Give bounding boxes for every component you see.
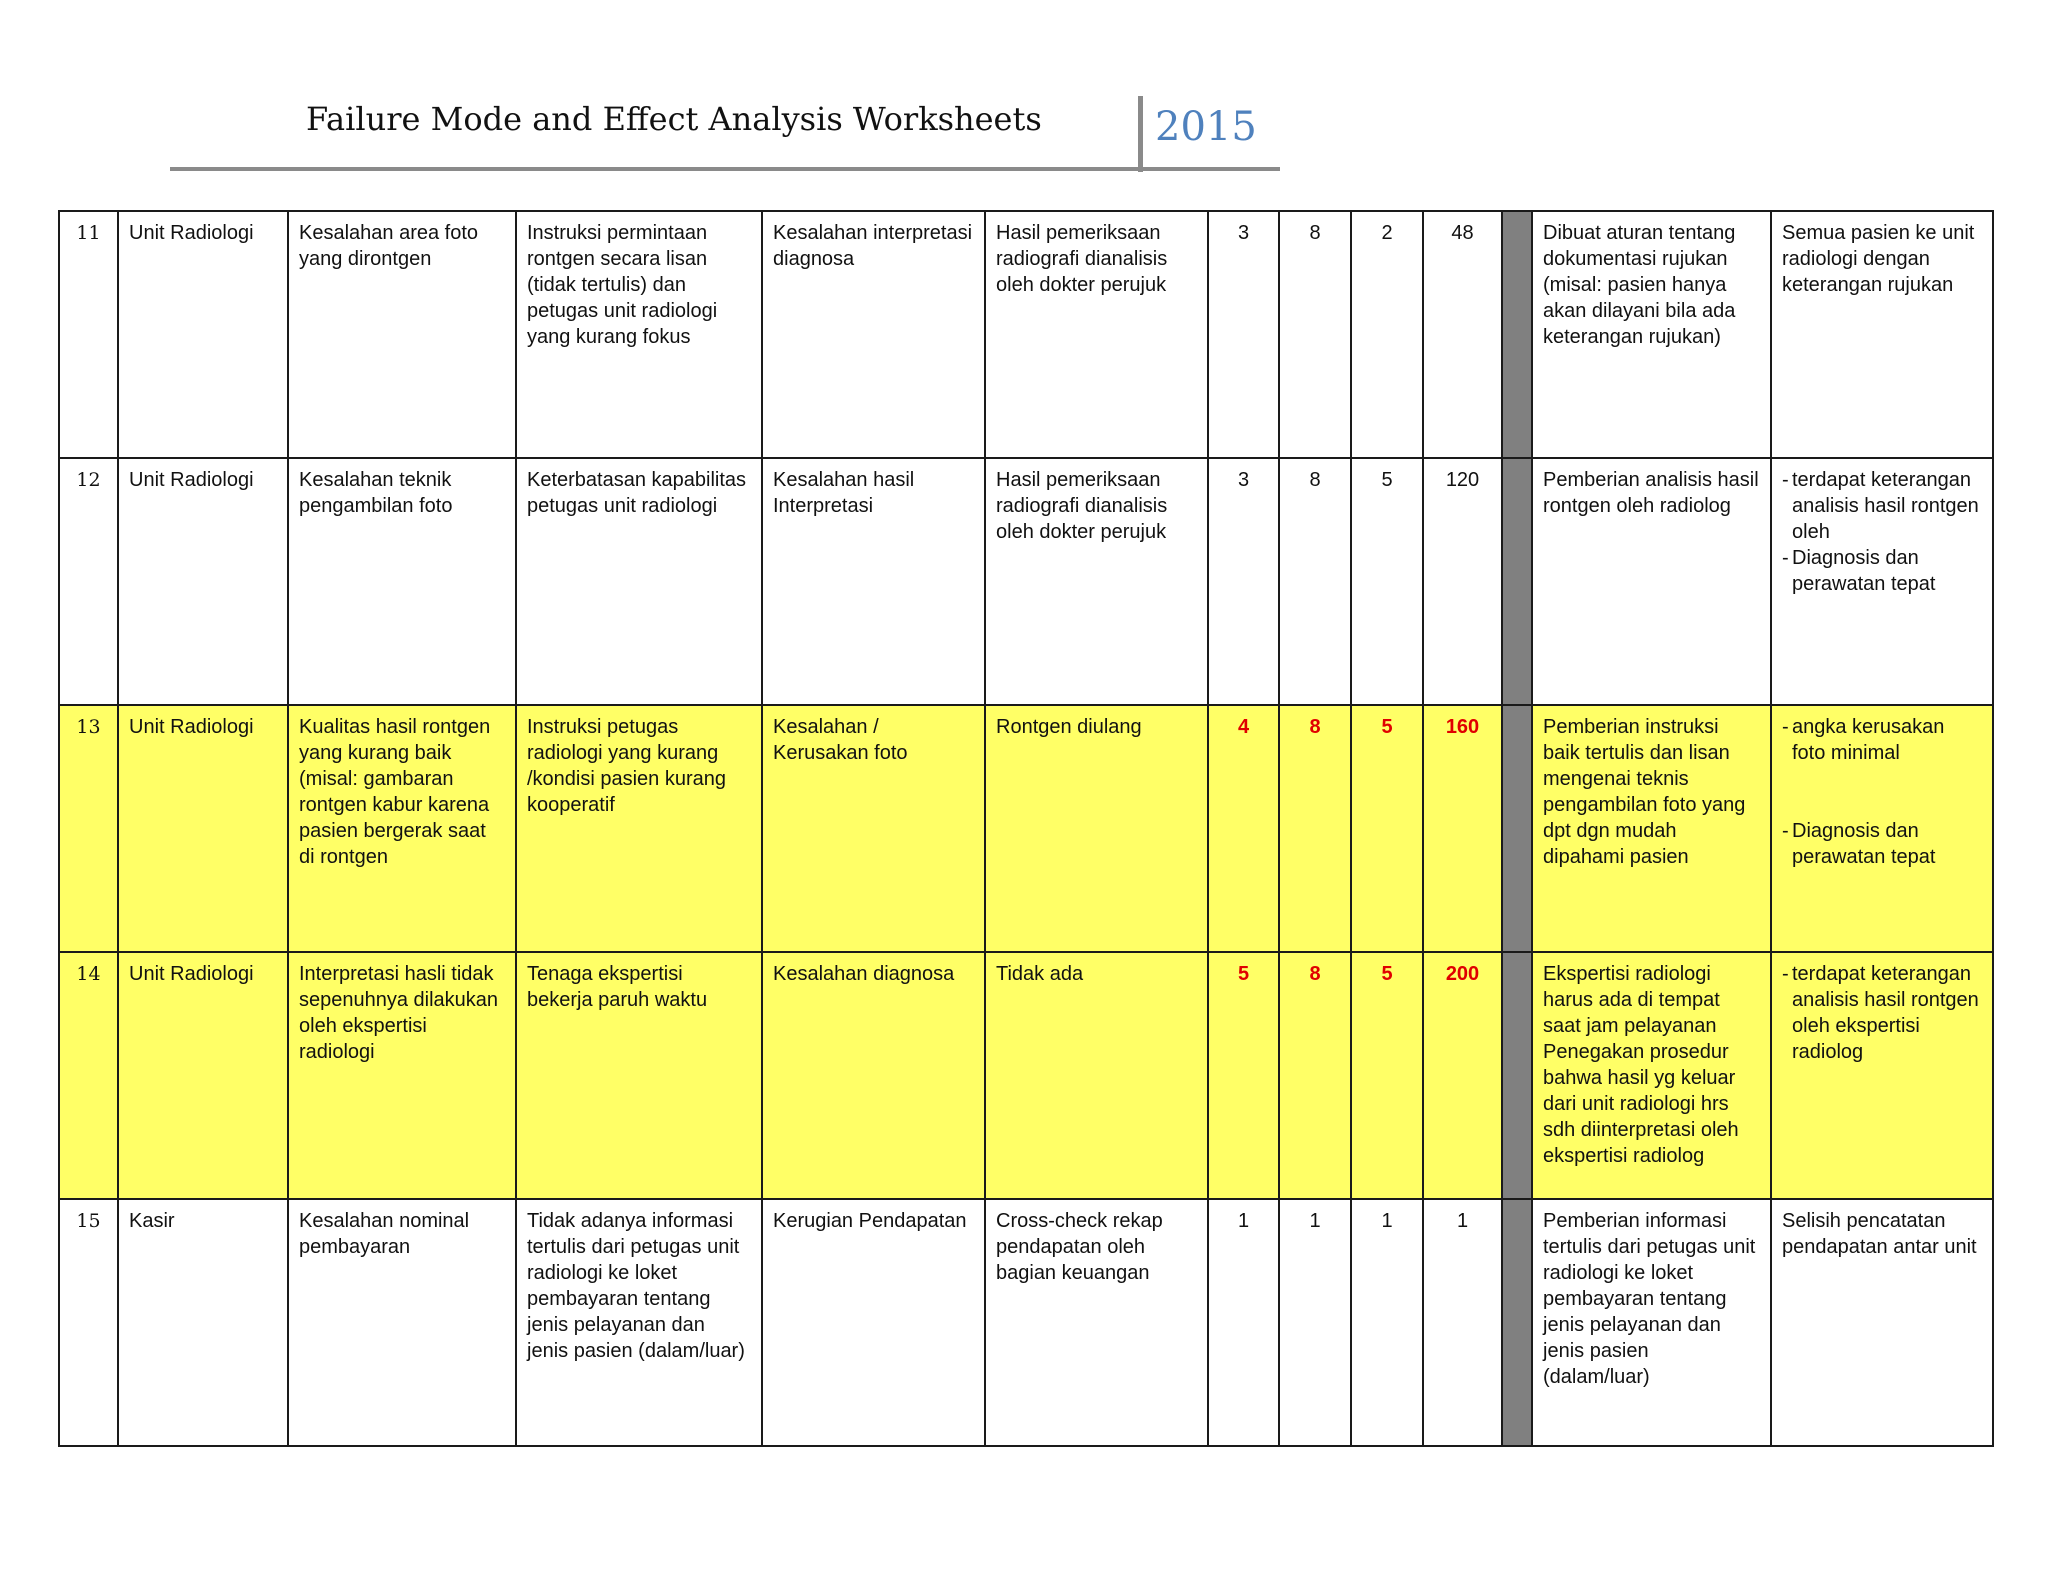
action-cell: Pemberian analisis hasil rontgen oleh radiolog	[1532, 458, 1771, 705]
outcome-text: Selisih pencatatan pendapatan antar unit	[1782, 1210, 1977, 1258]
action-cell: Ekspertisi radiologi harus ada di tempat saat jam pelayanan Penegakan prosedur bahwa hasil yg keluar dari unit radiologi hrs sdh diinterpretasi oleh ekspertisi radiolog	[1532, 952, 1771, 1199]
column-separator	[1502, 458, 1532, 705]
table-row-highlighted	[59, 705, 1993, 952]
row-number: 11	[59, 211, 118, 458]
table-row	[59, 458, 1993, 705]
effect-cell: Kerugian Pendapatan	[762, 1199, 985, 1446]
action-cell: Dibuat aturan tentang dokumentasi rujukan (misal: pasien hanya akan dilayani bila ada keterangan rujukan)	[1532, 211, 1771, 458]
rpn-cell: 200	[1423, 952, 1502, 1199]
effect-cell: Kesalahan diagnosa	[762, 952, 985, 1199]
unit-cell: Unit Radiologi	[118, 211, 288, 458]
failure-mode-cell: Kesalahan teknik pengambilan foto	[288, 458, 516, 705]
cause-cell: Keterbatasan kapabilitas petugas unit radiologi	[516, 458, 762, 705]
severity-cell: 8	[1279, 705, 1351, 952]
row-number: 14	[59, 952, 118, 1199]
cause-cell: Instruksi petugas radiologi yang kurang /kondisi pasien kurang kooperatif	[516, 705, 762, 952]
page-title: Failure Mode and Effect Analysis Worksheets	[306, 100, 1042, 138]
unit-cell: Unit Radiologi	[118, 705, 288, 952]
severity-cell: 1	[1279, 1199, 1351, 1446]
cause-cell: Tenaga ekspertisi bekerja paruh waktu	[516, 952, 762, 1199]
rpn-cell: 1	[1423, 1199, 1502, 1446]
severity-cell: 8	[1279, 952, 1351, 1199]
effect-cell: Kesalahan / Kerusakan foto	[762, 705, 985, 952]
unit-cell: Unit Radiologi	[118, 458, 288, 705]
effect-cell: Kesalahan interpretasi diagnosa	[762, 211, 985, 458]
outcome-cell	[1771, 705, 1993, 952]
detection-cell: 1	[1351, 1199, 1423, 1446]
occurrence-cell: 5	[1208, 952, 1279, 1199]
row-number: 15	[59, 1199, 118, 1446]
occurrence-cell: 3	[1208, 458, 1279, 705]
control-cell: Tidak ada	[985, 952, 1208, 1199]
action-cell: Pemberian instruksi baik tertulis dan lisan mengenai teknis pengambilan foto yang dpt dgn mudah dipahami pasien	[1532, 705, 1771, 952]
outcome-list	[1782, 961, 1982, 1065]
outcome-cell	[1771, 952, 1993, 1199]
column-separator	[1502, 211, 1532, 458]
title-underline	[170, 167, 1280, 171]
rpn-cell: 160	[1423, 705, 1502, 952]
outcome-cell	[1771, 1199, 1993, 1446]
detection-cell: 5	[1351, 458, 1423, 705]
table-row	[59, 1199, 1993, 1446]
rpn-cell: 48	[1423, 211, 1502, 458]
outcome-item: - Diagnosis dan perawatan tepat	[1782, 545, 1982, 597]
occurrence-cell: 3	[1208, 211, 1279, 458]
unit-cell: Unit Radiologi	[118, 952, 288, 1199]
effect-cell: Kesalahan hasil Interpretasi	[762, 458, 985, 705]
detection-cell: 2	[1351, 211, 1423, 458]
action-cell: Pemberian informasi tertulis dari petugas unit radiologi ke loket pembayaran tentang jenis pelayanan dan jenis pasien (dalam/luar)	[1532, 1199, 1771, 1446]
outcome-item: - angka kerusakan foto minimal	[1782, 714, 1982, 766]
severity-cell: 8	[1279, 458, 1351, 705]
outcome-list	[1782, 467, 1982, 597]
outcome-cell	[1771, 211, 1993, 458]
row-number: 13	[59, 705, 118, 952]
outcome-item: - Diagnosis dan perawatan tepat	[1782, 818, 1982, 870]
occurrence-cell: 4	[1208, 705, 1279, 952]
fmea-table	[58, 210, 1994, 1447]
cause-cell: Tidak adanya informasi tertulis dari petugas unit radiologi ke loket pembayaran tentang jenis pelayanan dan jenis pasien (dalam/luar)	[516, 1199, 762, 1446]
outcome-item: - terdapat keterangan analisis hasil rontgen oleh	[1782, 467, 1982, 545]
detection-cell: 5	[1351, 952, 1423, 1199]
column-separator	[1502, 1199, 1532, 1446]
table-row	[59, 211, 1993, 458]
detection-cell: 5	[1351, 705, 1423, 952]
outcome-item: - terdapat keterangan analisis hasil rontgen oleh ekspertisi radiolog	[1782, 961, 1982, 1065]
unit-cell: Kasir	[118, 1199, 288, 1446]
severity-cell: 8	[1279, 211, 1351, 458]
year-label: 2015	[1155, 104, 1257, 150]
table-row-highlighted	[59, 952, 1993, 1199]
row-number: 12	[59, 458, 118, 705]
outcome-cell	[1771, 458, 1993, 705]
column-separator	[1502, 705, 1532, 952]
cause-cell: Instruksi permintaan rontgen secara lisan (tidak tertulis) dan petugas unit radiologi yang kurang fokus	[516, 211, 762, 458]
control-cell: Hasil pemeriksaan radiografi dianalisis oleh dokter perujuk	[985, 458, 1208, 705]
control-cell: Rontgen diulang	[985, 705, 1208, 952]
control-cell: Cross-check rekap pendapatan oleh bagian keuangan	[985, 1199, 1208, 1446]
failure-mode-cell: Kesalahan area foto yang dirontgen	[288, 211, 516, 458]
control-cell: Hasil pemeriksaan radiografi dianalisis oleh dokter perujuk	[985, 211, 1208, 458]
year-separator-bar	[1138, 96, 1143, 172]
outcome-list	[1782, 714, 1982, 870]
failure-mode-cell: Interpretasi hasli tidak sepenuhnya dilakukan oleh ekspertisi radiologi	[288, 952, 516, 1199]
occurrence-cell: 1	[1208, 1199, 1279, 1446]
failure-mode-cell: Kesalahan nominal pembayaran	[288, 1199, 516, 1446]
failure-mode-cell: Kualitas hasil rontgen yang kurang baik (misal: gambaran rontgen kabur karena pasien bergerak saat di rontgen	[288, 705, 516, 952]
rpn-cell: 120	[1423, 458, 1502, 705]
column-separator	[1502, 952, 1532, 1199]
outcome-text: Semua pasien ke unit radiologi dengan keterangan rujukan	[1782, 222, 1975, 296]
